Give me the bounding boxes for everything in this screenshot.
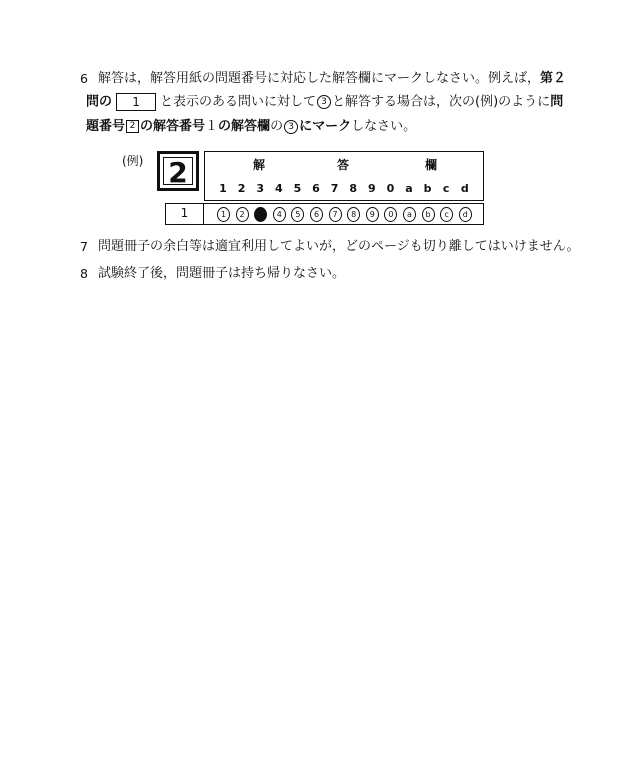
boxed-number-icon: 2	[126, 120, 139, 133]
question-number: 2	[163, 157, 193, 185]
answer-bubble[interactable]: 8	[347, 207, 360, 222]
digit-label: 2	[237, 182, 246, 195]
digit-label: b	[423, 182, 432, 195]
answer-bubble[interactable]: 0	[384, 207, 397, 222]
digit-label: d	[460, 182, 469, 195]
answer-bubble[interactable]: c	[440, 207, 453, 222]
digit-label: 5	[293, 182, 302, 195]
item-6-bold-3d: にマーク	[299, 119, 352, 134]
item-6-bold-2-end: 問	[550, 94, 564, 110]
answer-row-number: 1	[166, 204, 204, 224]
digit-label: 6	[312, 182, 320, 195]
answer-bubble[interactable]: 9	[366, 207, 379, 222]
item-6-bold-1: 第２	[540, 71, 567, 86]
digit-label: 9	[367, 182, 376, 195]
item-8-number: 8	[80, 266, 88, 281]
item-6-line-1	[98, 70, 566, 88]
answer-bubble[interactable]: 6	[310, 207, 323, 222]
item-6-bold-3b: の解答番号	[140, 119, 206, 134]
answer-bubble[interactable]: 1	[217, 207, 230, 222]
digit-label: 1	[219, 182, 227, 195]
example-label: (例)	[122, 154, 144, 168]
item-8-text: 試験終了後，問題冊子は持ち帰りなさい。	[98, 266, 346, 281]
item-6-text-3end: しなさい。	[351, 119, 417, 134]
header-char-2: 答	[337, 158, 350, 172]
digit-label: 8	[349, 182, 358, 195]
question-number-box	[157, 151, 199, 191]
answer-bubble[interactable]: 2	[236, 207, 249, 222]
item-6-line-3	[86, 118, 416, 136]
item-6-bold-2: 問の	[86, 94, 113, 110]
digit-label: c	[442, 182, 450, 195]
answer-bubble[interactable]: 5	[291, 207, 304, 222]
answer-bubble-marked[interactable]: 3	[254, 207, 267, 222]
answer-bubble[interactable]: 4	[273, 207, 286, 222]
item-6-num-3: １	[205, 119, 219, 134]
item-6-text-2b: と解答する場合は，次の(例)のように	[332, 94, 551, 110]
circled-number-icon-2: 3	[284, 120, 298, 134]
item-6-text-3mid: の	[270, 119, 284, 134]
answer-bubble[interactable]: d	[459, 207, 472, 222]
header-char-1: 解	[253, 158, 266, 172]
answer-bubble[interactable]: a	[403, 207, 416, 222]
digit-label: a	[405, 182, 413, 195]
item-7-number: 7	[80, 239, 88, 254]
digit-label: 4	[274, 182, 283, 195]
header-char-3: 欄	[425, 158, 438, 172]
digit-label: 3	[256, 182, 265, 195]
answer-bubble[interactable]: 7	[329, 207, 342, 222]
item-6-line-2	[86, 93, 563, 112]
answer-column-header	[204, 151, 484, 201]
item-6-bold-3a: 題番号	[86, 119, 126, 134]
digit-label: 7	[330, 182, 339, 195]
item-6-number: 6	[80, 71, 88, 86]
circled-number-icon: 3	[317, 95, 331, 109]
item-6-text-1: 解答は，解答用紙の問題番号に対応した解答欄にマークしなさい。例えば，	[98, 71, 541, 86]
item-6-text-2a: と表示のある問いに対して	[160, 94, 317, 110]
digit-label: 0	[386, 182, 395, 195]
inline-question-box: 1	[116, 93, 156, 111]
answer-bubble[interactable]: b	[422, 207, 435, 222]
item-6-bold-3c: の解答欄	[218, 119, 271, 134]
item-7-text: 問題冊子の余白等は適宜利用してよいが，どのページも切り離してはいけません。	[98, 239, 580, 254]
answer-row	[165, 203, 484, 225]
